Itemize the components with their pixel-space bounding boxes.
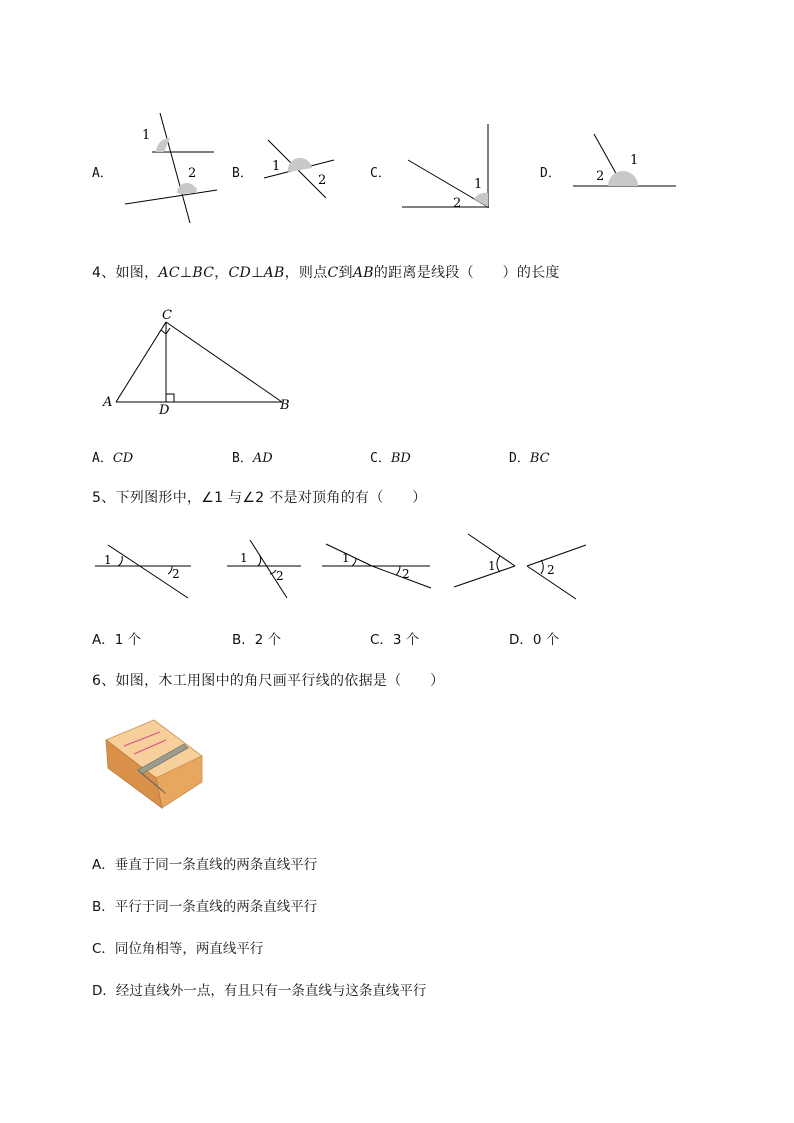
q3-a-label-2: 2 <box>188 166 197 181</box>
q3-c-label-2: 2 <box>453 196 462 211</box>
q4-tail: 的距离是线段（ ）的长度 <box>373 265 560 281</box>
vertex-c-label: C <box>162 308 172 323</box>
q4-stem <box>92 262 560 282</box>
q4-mid: ，则点 <box>284 265 328 281</box>
option-letter: B． <box>232 451 253 466</box>
q4-triangle-figure <box>100 306 300 418</box>
q6-stem: 6、如图，木工用图中的角尺画平行线的依据是（ ） <box>92 673 445 689</box>
option-value: CD <box>112 451 134 466</box>
q3-figure-a <box>120 108 220 228</box>
q5-figures <box>90 528 600 604</box>
perp-symbol: ⊥ <box>179 265 193 281</box>
vertex-a-label: A <box>103 395 113 410</box>
q3-c-label-1: 1 <box>474 177 483 192</box>
option-letter: A． <box>92 451 113 466</box>
option-value: AD <box>252 451 273 466</box>
q3-option-c-letter[interactable]: C． <box>370 166 391 181</box>
q4-line-ab: AB <box>352 265 374 281</box>
q5-option-d[interactable]: D．0 个 <box>509 632 560 648</box>
fig4-label-1: 1 <box>488 559 496 573</box>
q4-sep: ， <box>214 265 229 281</box>
q3-figure-d <box>570 130 680 192</box>
perp-symbol: ⊥ <box>251 265 264 281</box>
q3-figure-c <box>398 122 498 214</box>
fig2-label-2: 2 <box>276 569 284 583</box>
q6-option-b[interactable]: B．平行于同一条直线的两条直线平行 <box>92 899 318 915</box>
q3-b-label-1: 1 <box>272 159 281 174</box>
q5-option-a[interactable]: A．1 个 <box>92 632 142 648</box>
q4-option-b[interactable] <box>232 447 273 466</box>
vertex-d-label: D <box>159 403 170 418</box>
q5-option-b[interactable]: B．2 个 <box>232 632 282 648</box>
q4-to: 到 <box>338 265 353 281</box>
q4-option-d[interactable] <box>509 447 550 466</box>
q6-option-c[interactable]: C．同位角相等，两直线平行 <box>92 941 264 957</box>
q5-stem: 5、下列图形中，∠1 与∠2 不是对顶角的有（ ） <box>92 490 427 506</box>
q4-cd: CD <box>228 265 252 281</box>
fig1-label-2: 2 <box>172 567 180 581</box>
fig3-label-2: 2 <box>402 567 410 581</box>
q4-ac: AC <box>158 265 180 281</box>
fig3-label-1: 1 <box>342 551 350 565</box>
q3-a-label-1: 1 <box>142 128 151 143</box>
vertex-b-label: B <box>280 398 290 413</box>
option-value: BD <box>390 451 411 466</box>
fig4-label-2: 2 <box>547 563 555 577</box>
q6-option-a[interactable]: A．垂直于同一条直线的两条直线平行 <box>92 857 318 873</box>
q6-option-d[interactable]: D．经过直线外一点，有且只有一条直线与这条直线平行 <box>92 983 427 999</box>
fig2-label-1: 1 <box>240 551 248 565</box>
q5-option-c[interactable]: C．3 个 <box>370 632 420 648</box>
fig1-label-1: 1 <box>104 553 112 567</box>
carpenter-square-illustration <box>100 716 210 816</box>
option-value: BC <box>529 451 550 466</box>
q4-point-c: C <box>327 265 339 281</box>
q4-option-a[interactable] <box>92 447 133 466</box>
q3-figure-b <box>256 130 346 210</box>
q3-d-label-1: 1 <box>630 153 639 168</box>
q3-d-label-2: 2 <box>596 169 605 184</box>
q4-ab: AB <box>263 265 285 281</box>
q4-bc: BC <box>192 265 215 281</box>
q4-option-c[interactable] <box>370 447 411 466</box>
q3-option-b-letter[interactable]: B． <box>232 166 253 181</box>
q3-b-label-2: 2 <box>318 173 327 188</box>
option-letter: C． <box>370 451 391 466</box>
q3-option-d-letter[interactable]: D． <box>540 166 561 181</box>
q4-number: 4、如图， <box>92 265 159 281</box>
option-letter: D． <box>509 451 530 466</box>
q3-option-a-letter[interactable]: A． <box>92 166 113 181</box>
